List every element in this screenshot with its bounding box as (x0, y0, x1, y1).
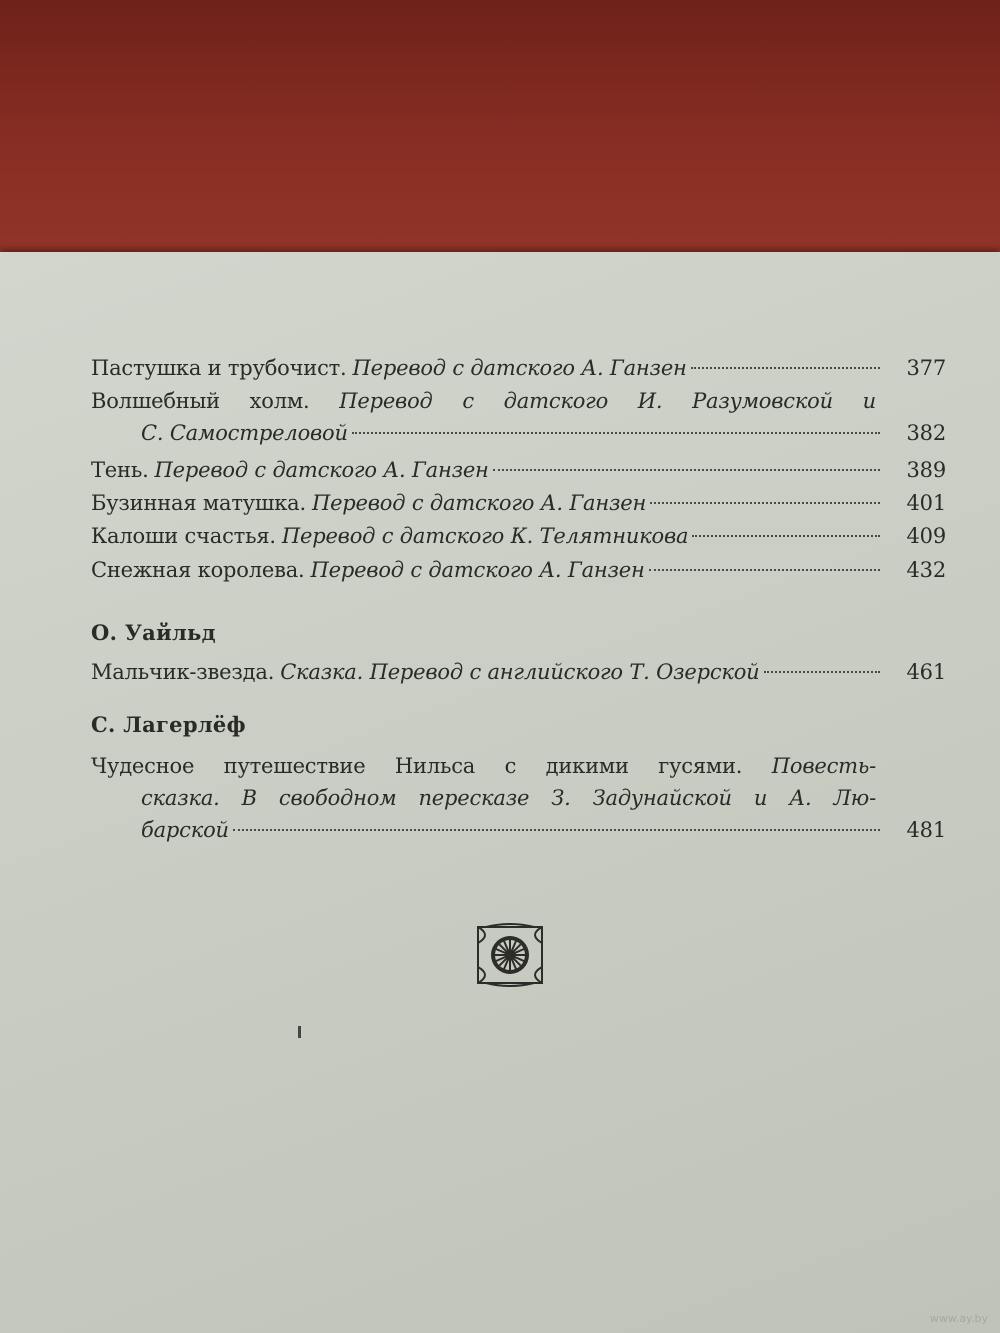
entry-title: Чудесное путешествие Нильса с дикими гусями. (91, 754, 743, 778)
author-heading-lagerlof: С. Лагерлёф (91, 712, 246, 737)
page-number: 481 (906, 818, 946, 842)
page-number: 432 (906, 558, 946, 582)
leader-dots (650, 502, 880, 504)
leader-dots (352, 432, 880, 434)
toc-entry-nils (91, 750, 946, 846)
toc-entry-malchik-zvezda (91, 656, 946, 688)
entry-title: Мальчик-звезда. (91, 660, 275, 684)
watermark: www.ay.by (929, 1312, 988, 1325)
toc-entry-kaloshi-schastya (91, 520, 946, 552)
ornamental-rosette-icon (472, 923, 548, 987)
page-number: 409 (906, 524, 946, 548)
page-number: 389 (906, 458, 946, 482)
toc-entry-snezhnaya-koroleva (91, 554, 946, 586)
page-number: 461 (906, 660, 946, 684)
entry-title: Бузинная матушка. (91, 491, 306, 515)
entry-translation-end: барской (141, 818, 229, 842)
entry-title: Снежная королева. (91, 558, 305, 582)
entry-translation-cont: сказка. В свободном пересказе З. Задунайской и А. Лю- (141, 786, 876, 810)
entry-translation: Перевод с датского А. Ганзен (154, 458, 489, 482)
page-number: 382 (906, 421, 946, 445)
toc-entry-buzinnaya-matushka (91, 487, 946, 519)
toc-entry-ten (91, 454, 946, 486)
entry-translation: Перевод с датского А. Ганзен (310, 558, 645, 582)
entry-title: Тень. (91, 458, 149, 482)
entry-title: Калоши счастья. (91, 524, 276, 548)
page-number: 401 (906, 491, 946, 515)
leader-dots (233, 829, 880, 831)
entry-translation: Перевод с датского К. Телятникова (281, 524, 689, 548)
leader-dots (692, 535, 880, 537)
author-heading-wilde: О. Уайльд (91, 620, 216, 645)
entry-translation: Сказка. Перевод с английского Т. Озерской (280, 660, 760, 684)
toc-entry-pastushka (91, 352, 946, 384)
leader-dots (649, 569, 880, 571)
toc-entry-volshebny-holm (91, 385, 946, 449)
entry-translation: Перевод с датского А. Ганзен (352, 356, 687, 380)
entry-translation: Повесть- (771, 754, 876, 778)
entry-translation-cont: С. Самостреловой (141, 421, 348, 445)
entry-title: Пастушка и трубочист. (91, 356, 347, 380)
stray-ink-mark (298, 1026, 301, 1038)
entry-title: Волшебный холм. (91, 389, 310, 413)
leader-dots (691, 367, 880, 369)
entry-translation: Перевод с датского А. Ганзен (311, 491, 647, 515)
leader-dots (764, 671, 880, 673)
page-number: 377 (906, 356, 946, 380)
leader-dots (493, 469, 880, 471)
red-background (0, 0, 1000, 280)
entry-translation: Перевод с датского И. Разумовской и (339, 389, 876, 413)
